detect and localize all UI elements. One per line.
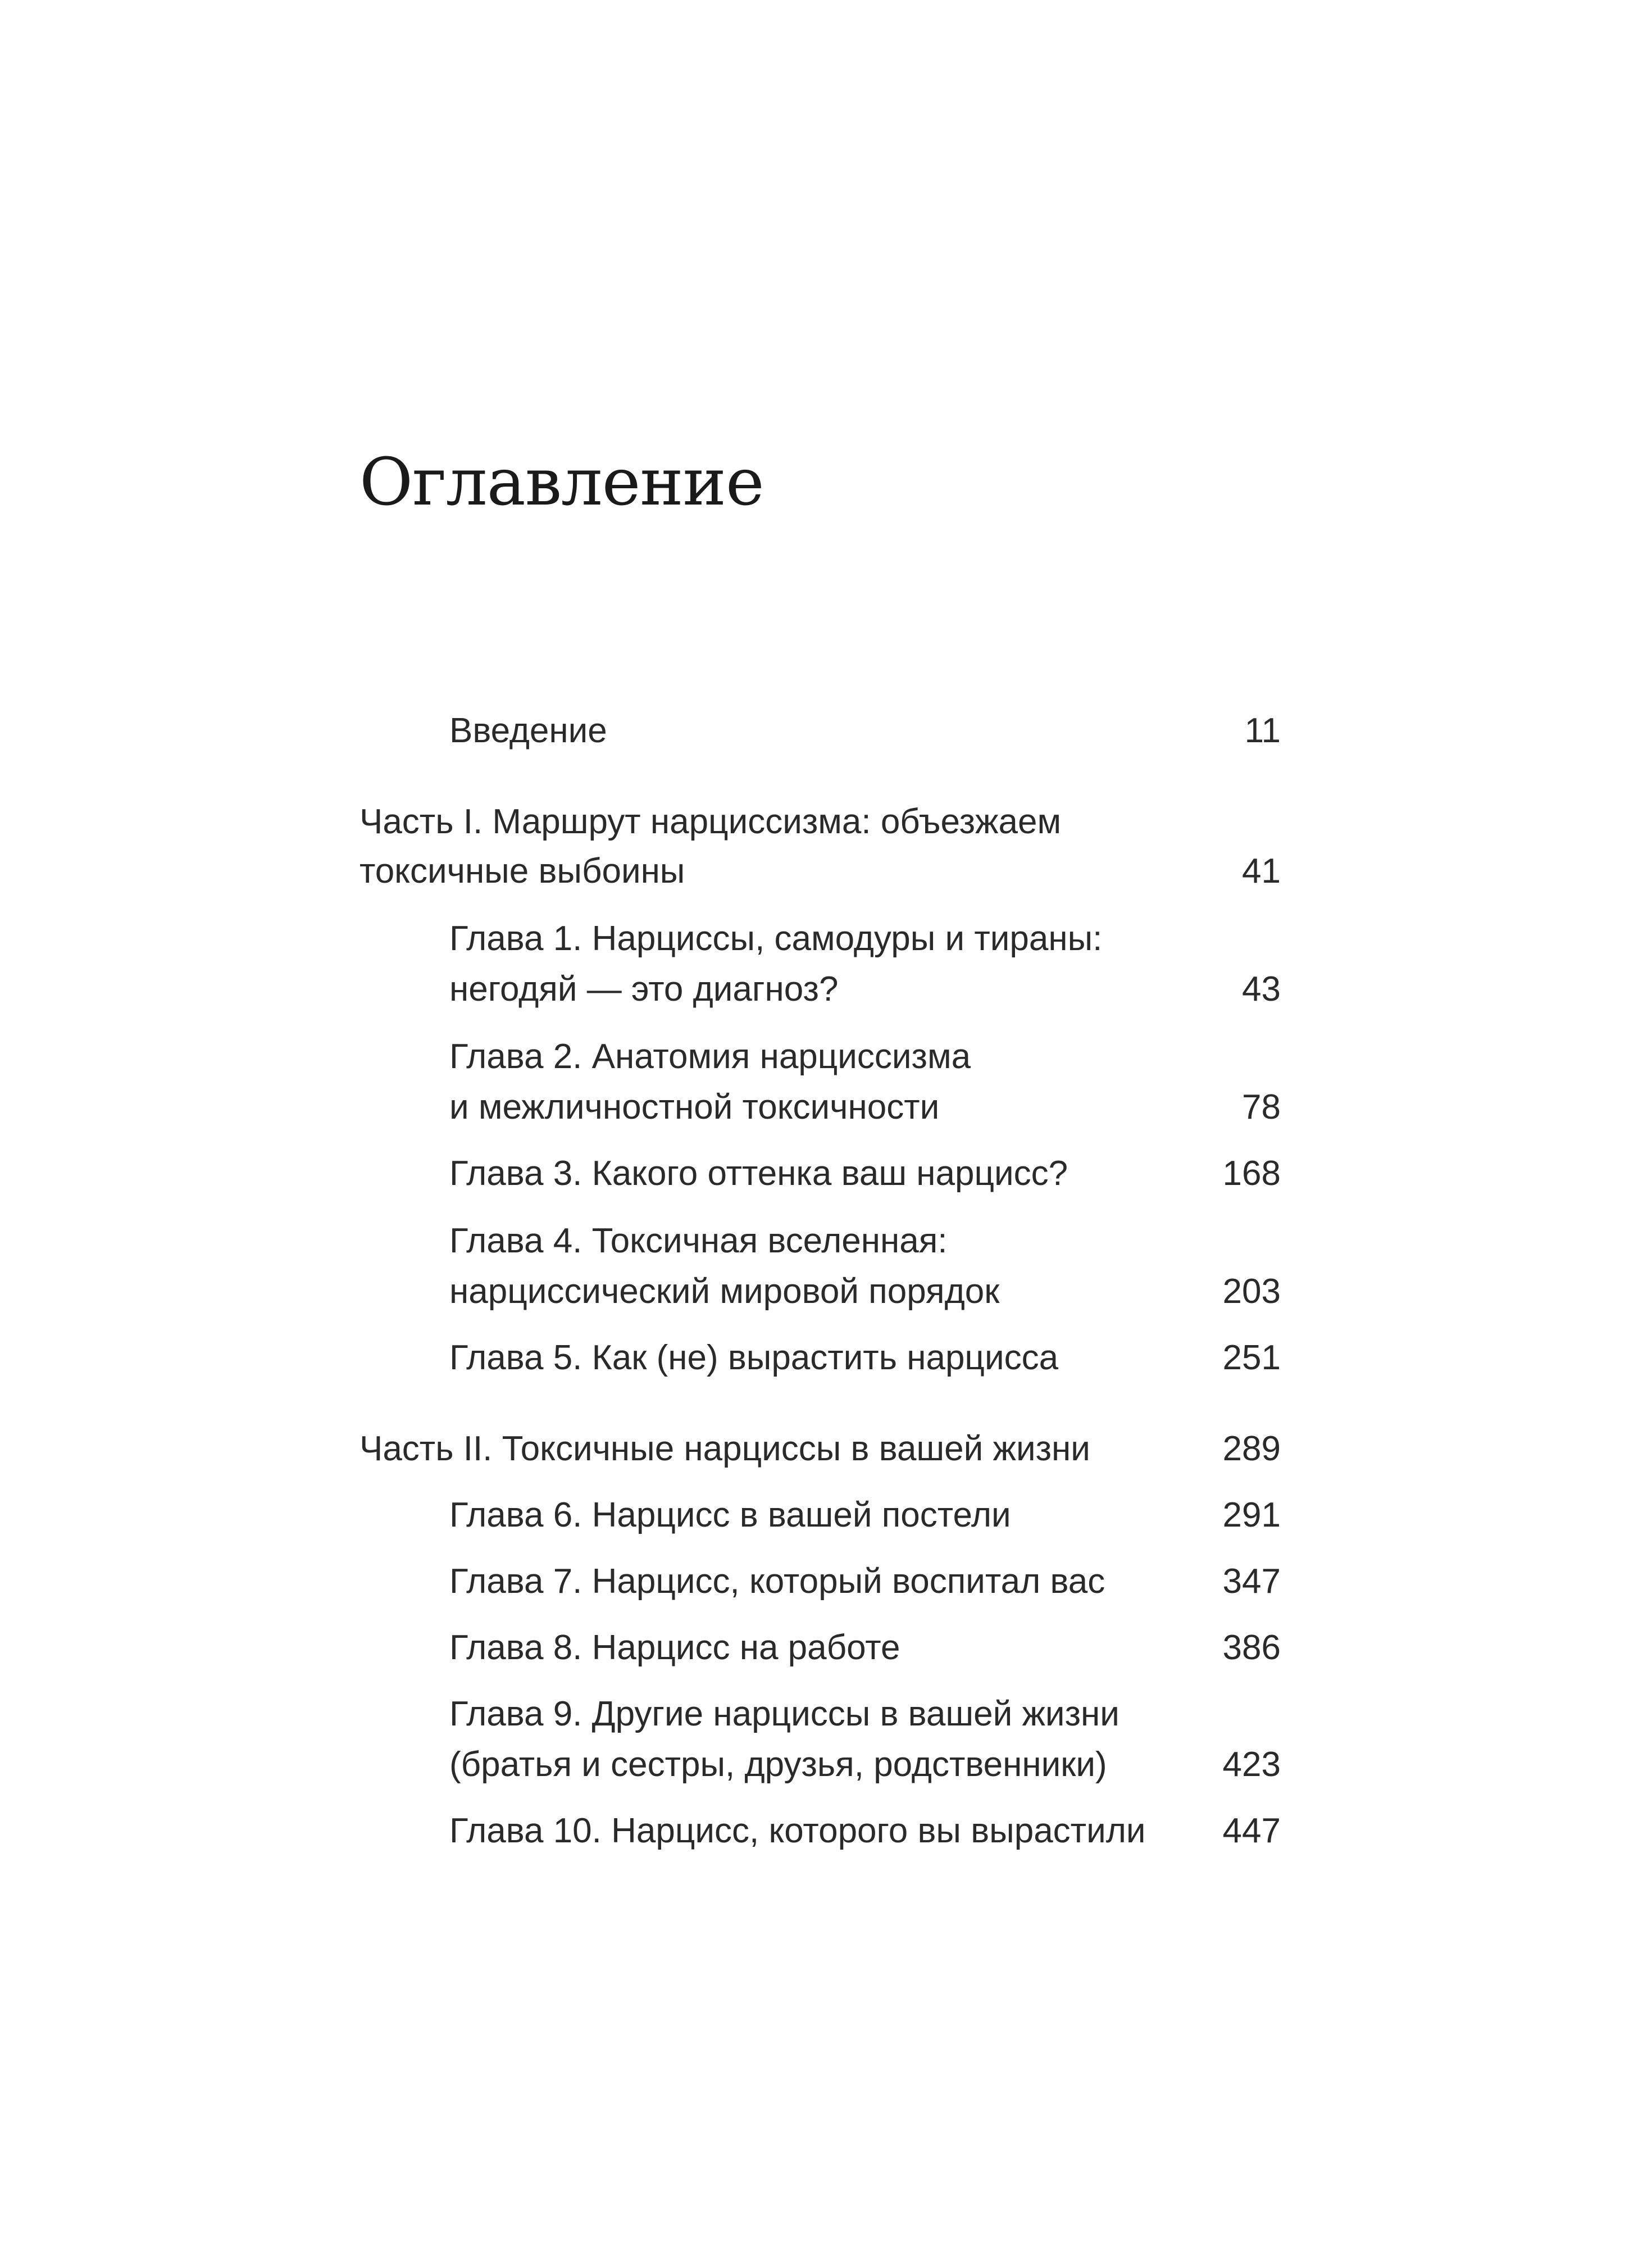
toc-part1-label-line1[interactable]: Часть I. Маршрут нарциссизма: объезжаем [359,802,1062,841]
toc-ch8-label[interactable]: Глава 8. Нарцисс на работе [449,1628,900,1667]
toc-ch9-label-line1[interactable]: Глава 9. Другие нарциссы в вашей жизни [449,1695,1119,1733]
toc-ch5-label[interactable]: Глава 5. Как (не) вырастить нарцисса [449,1338,1059,1377]
toc-ch2-label-line2[interactable]: и межличностной токсичности [449,1088,940,1127]
toc-part2-page: 289 [1222,1429,1281,1468]
toc-ch3-label[interactable]: Глава 3. Какого оттенка ваш нарцисс? [449,1154,1068,1193]
toc-part1-label-line2[interactable]: токсичные выбоины [359,852,685,891]
toc-part1-page: 41 [1242,852,1281,891]
toc-ch9-page: 423 [1222,1745,1281,1784]
toc-ch7-label[interactable]: Глава 7. Нарцисс, который воспитал вас [449,1562,1105,1601]
toc-ch9-label-line2[interactable]: (братья и сестры, друзья, родственники) [449,1745,1107,1784]
toc-ch7-page: 347 [1222,1562,1281,1601]
toc-ch4-page: 203 [1222,1272,1281,1311]
toc-ch1-page: 43 [1242,970,1281,1009]
toc-ch2-label-line1[interactable]: Глава 2. Анатомия нарциссизма [449,1037,971,1076]
toc-ch10-page: 447 [1222,1811,1281,1850]
page-title: Оглавление [359,444,764,520]
toc-ch2-page: 78 [1242,1088,1281,1127]
toc-ch4-label-line2[interactable]: нарциссический мировой порядок [449,1272,1000,1311]
toc-ch3-page: 168 [1222,1154,1281,1193]
toc-ch1-label-line1[interactable]: Глава 1. Нарциссы, самодуры и тираны: [449,919,1103,958]
toc-entry-intro-page: 11 [1244,711,1281,750]
toc-ch10-label[interactable]: Глава 10. Нарцисс, которого вы вырастили [449,1811,1146,1850]
toc-ch4-label-line1[interactable]: Глава 4. Токсичная вселенная: [449,1221,948,1260]
toc-ch6-label[interactable]: Глава 6. Нарцисс в вашей постели [449,1496,1011,1534]
toc-ch1-label-line2[interactable]: негодяй — это диагноз? [449,970,839,1009]
toc-entry-intro-label[interactable]: Введение [449,711,607,750]
toc-ch8-page: 386 [1222,1628,1281,1667]
toc-ch5-page: 251 [1222,1338,1281,1377]
toc-part2-label[interactable]: Часть II. Токсичные нарциссы в вашей жизни [359,1429,1090,1468]
toc-ch6-page: 291 [1222,1496,1281,1534]
